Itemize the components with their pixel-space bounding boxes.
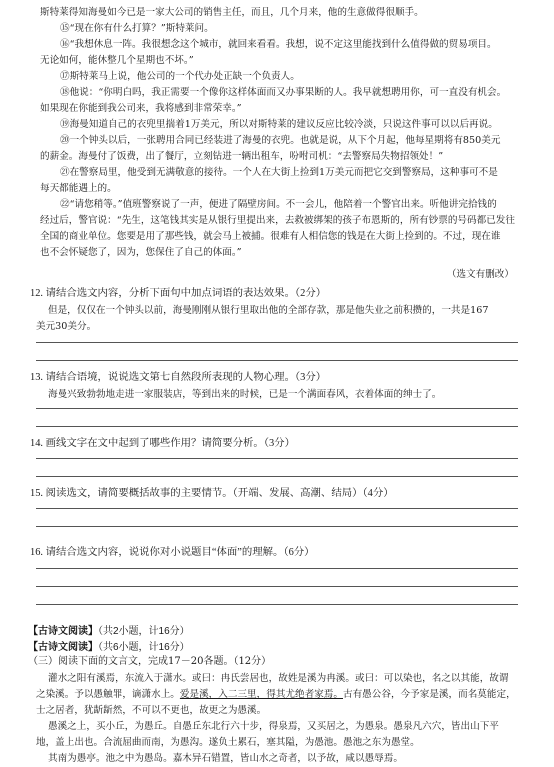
section-note: （共2小题，计16分）	[98, 626, 190, 637]
question-14: 14. 画线文字在文中起到了哪些作用？请简要分析。（3分）	[30, 438, 295, 449]
classical-text: 之染溪。予以愚触罪，谪潇水上。	[36, 689, 180, 700]
story-paragraph-20-cont: 的薪金。海曼付了饭费，出了餐厅，立刻钻进一辆出租车，吩咐司机：“去警察局失物招领处！”	[40, 151, 444, 162]
question-13-quote: 海曼兴致勃勃地走进一家服装店，等到出来的时候，已是一个满面春风，衣着体面的绅士了。	[48, 389, 442, 400]
answer-line[interactable]	[36, 526, 518, 527]
classical-line	[36, 688, 516, 701]
answer-line[interactable]	[36, 408, 518, 409]
question-12: 12. 请结合选文内容，分析下面句中加点词语的表达效果。（2分）	[30, 288, 327, 299]
answer-line[interactable]	[36, 360, 518, 361]
question-15: 15. 阅读选文，请简要概括故事的主要情节。（开端、发展、高潮、结局）（4分）	[30, 488, 394, 499]
classical-line: 其南为愚亭。池之中为愚岛。嘉木异石错置，皆山水之奇者，以予故，咸以愚辱焉。	[48, 753, 403, 764]
section-heading	[28, 622, 190, 637]
answer-line[interactable]	[36, 568, 518, 569]
answer-line[interactable]	[36, 604, 518, 605]
story-paragraph-18-cont: 如果现在你能到我公司来，我将感到非常荣幸。”	[40, 103, 242, 114]
section-title: 【古诗文阅读】	[28, 626, 98, 637]
classical-line: 愚溪之上，买小丘，为愚丘。自愚丘东北行六十步，得泉焉，又买居之，为愚泉。愚泉凡六穴，皆出山下平	[48, 721, 499, 732]
classical-text: 古有愚公谷，今予家是溪，而名莫能定，	[343, 689, 516, 700]
answer-line[interactable]	[36, 458, 518, 459]
story-paragraph-21: ㉑在警察局里，他受到无满敬意的接待。一个人在大街上捡到1万美元而把它交到警察局，这种事可不是	[60, 167, 498, 178]
story-paragraph: 斯特莱得知海曼如今已是一家大公司的销售主任，而且，几个月来，他的生意做得很顺手。	[40, 7, 424, 18]
answer-line[interactable]	[36, 586, 518, 587]
question-12-quote-cont: 美元30美分。	[36, 321, 97, 332]
question-12-quote: 但是，仅仅在一个钟头以前，海曼刚刚从银行里取出他的全部存款，那是他失业之前积攒的，一共是167	[48, 305, 489, 316]
story-paragraph-22: ㉒“请您稍等。”值班警察说了一声，便进了隔壁房间。不一会儿，他陪着一个警官出来。听他讲完拾钱的	[60, 199, 497, 210]
section-title: 【古诗文阅读】	[28, 642, 98, 653]
question-16: 16. 请结合选文内容，说说你对小说题目“体面”的理解。（6分）	[30, 547, 315, 558]
source-note: （选文有删改）	[446, 269, 514, 280]
answer-line[interactable]	[36, 508, 518, 509]
answer-line[interactable]	[36, 426, 518, 427]
story-paragraph-19: ⑲海曼知道自己的衣兜里揣着1万美元，所以对斯特莱的建议反应比较冷淡，只说这件事可以以后再说。	[60, 119, 498, 130]
story-paragraph-22-cont1: 经过后，警官说：“先生，这笔钱其实是从银行里提出来，去救被绑架的孩子布恩斯的，所有钞票的号码都已发往	[40, 215, 515, 226]
answer-line[interactable]	[36, 342, 518, 343]
classical-line: 地，盖上出也。合流屈曲而南，为愚沟。遂负土累石，塞其隘，为愚池。愚池之东为愚堂。	[36, 737, 420, 748]
answer-line[interactable]	[36, 476, 518, 477]
question-13: 13. 请结合语境，说说选文第七自然段所表现的人物心理。（3分）	[30, 372, 327, 383]
story-paragraph-18: ⑱他说：“你明白吗，我正需要一个像你这样体面而又办事果断的人。我早就想聘用你，可一直没有机会。	[60, 87, 507, 98]
story-paragraph-17: ⑰斯特莱马上说，他公司的一个代办处正缺一个负责人。	[60, 71, 300, 82]
classical-line: 士之居者，犹龂龂然，不可以不更也，故更之为愚溪。	[36, 705, 267, 716]
story-paragraph-22-cont3: 也不会怀疑您了，因为，您保住了自己的体面。”	[40, 247, 242, 258]
story-paragraph-22-cont2: 全国的商业单位。您要是用了那些钱，就会马上被捕。很难有人相信您的钱是在大街上捡到的。不过，现在谁	[40, 231, 501, 242]
underlined-sentence: 爱是溪，入二三里，得其尤绝者家焉。	[179, 689, 343, 700]
classical-line: 灌水之阳有溪焉，东流入于潇水。或曰：冉氏尝居也，故姓是溪为冉溪。或曰：可以染也，名之以其能，故谓	[48, 673, 509, 684]
story-paragraph-21-cont: 每天都能遇上的。	[40, 183, 117, 194]
story-paragraph-16: ⑯“我想休息一阵。我很想念这个城市，就回来看看。我想，说不定这里能找到什么值得做的贸易项目。	[60, 39, 497, 50]
section-heading	[28, 638, 190, 653]
story-paragraph-20: ⑳一个钟头以后，一张聘用合同已经装进了海曼的衣兜。也就是说，从下个月起，他每星期将有850美元	[60, 135, 501, 146]
section-note: （共6小题，计16分）	[98, 642, 190, 653]
classical-question-intro: （三）阅读下面的文言文，完成17－20各题。（12分）	[28, 656, 272, 667]
story-paragraph-15: ⑮“现在你有什么打算？”斯特莱问。	[60, 23, 214, 34]
story-paragraph-16-cont: 无论如何，能休整几个星期也不坏。”	[40, 55, 194, 66]
